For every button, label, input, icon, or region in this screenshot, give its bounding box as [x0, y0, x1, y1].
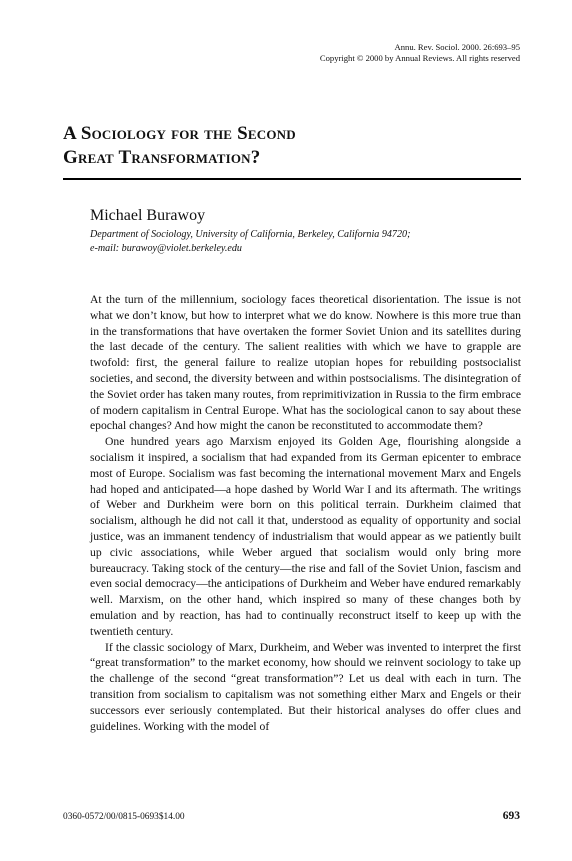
page-number: 693: [502, 810, 520, 822]
author-name: Michael Burawoy: [90, 207, 206, 224]
body-paragraph-1: At the turn of the millennium, sociology faces theoretical disorientation. The issue is not what we don’t know, but how to interpret what we do know. Nowhere is this more true than in the transformations that have overtaken the former Soviet Union and its satellites during the last decade of the century. The salient realities with which we have to grapple are twofold: first, the general failure to realize utopian hopes for rebuilding postsocialist societies, and second, the diversity between and within postsocialisms. The disintegration of the Soviet order has taken many routes, from reprimitivization in Russia to the firm embrace of modern capitalism in Central Europe. What has the sociological canon to say about these epochal changes? And how might the canon be reconstituted to accommodate them?: [90, 293, 521, 433]
journal-line: Annu. Rev. Sociol. 2000. 26:693–95: [394, 42, 520, 52]
copyright-line: Copyright © 2000 by Annual Reviews. All rights reserved: [319, 53, 520, 63]
article-title: [63, 122, 523, 170]
author-affiliation-block: [90, 228, 410, 255]
body-paragraph-3: If the classic sociology of Marx, Durkheim, and Weber was invented to interpret the first “great transformation” to the market economy, how should we reinvent sociology to take up the challenge of the second “great transformation”? Let us deal with each in turn. The transition from socialism to capitalism was not something either Marx and Engels or their successors ever seriously contemplated. But their historical analyses do offer clues and guidelines. Working with the model of: [90, 640, 521, 733]
author-email: e-mail: burawoy@violet.berkeley.edu: [90, 242, 242, 254]
footer-code: 0360-0572/00/0815-0693$14.00: [63, 812, 185, 822]
body-paragraph-2: One hundred years ago Marxism enjoyed its Golden Age, flourishing alongside a socialism it inspired, a socialism that had expanded from its German epicenter to embrace most of Europe. Socialism was fast becoming the international movement Marx and Engels had hoped and anticipated—a hope dashed by World War I and its aftermath. The writings of Weber and Durkheim were born on this political terrain. Durkheim claimed that socialism, although he did not call it that, understood as equality of opportunity and social justice, was an immanent tendency of industrialism that would appear as we patiently built up civic associations, while Weber argued that socialism would only bring more bureaucracy. Taking stock of the century—the rise and fall of the Soviet Union, fascism and even social democracy—the anticipations of Durkheim and Weber have endured remarkably well. Marxism, on the other hand, which inspired so many of these changes both by emulation and by reaction, has had to continually reconstruct itself to keep up with the twentieth century.: [90, 435, 521, 638]
journal-citation: [320, 42, 520, 64]
article-body: [90, 292, 521, 734]
title-line-2: Great Transformation?: [63, 147, 261, 168]
title-line-1: A Sociology for the Second: [63, 123, 296, 144]
title-divider: [63, 178, 521, 180]
affiliation: Department of Sociology, University of California, Berkeley, California 94720;: [90, 229, 411, 240]
